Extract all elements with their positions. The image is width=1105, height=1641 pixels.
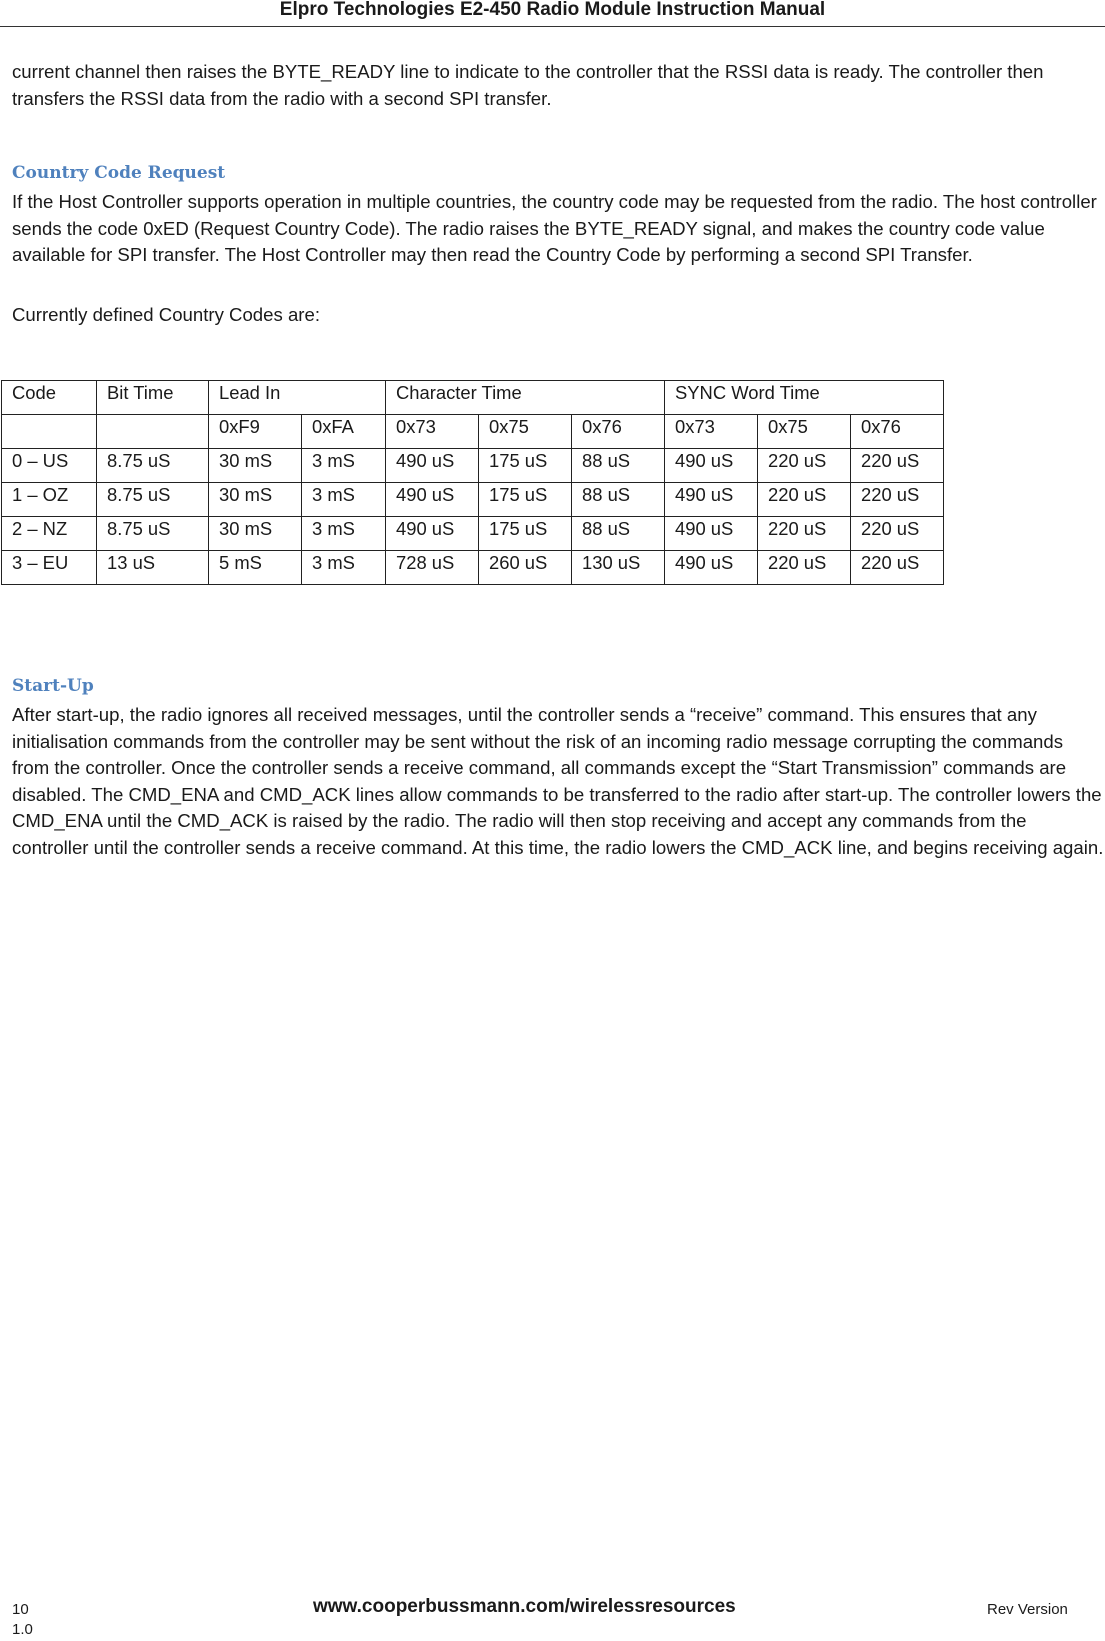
country-code-paragraph: If the Host Controller supports operation in multiple countries, the country code may be requested from the radio. The host controller sends the code 0xED (Request Country Code). The radio raises the BYTE_READY signal, and makes the country code value available for SPI transfer. The Host Controller may then read the Country Code by performing a second SPI Transfer. (12, 191, 1097, 265)
subheader-cell: 0x73 (386, 415, 479, 449)
rev-label: Rev Version (987, 1601, 1068, 1618)
table-cell: 88 uS (572, 517, 665, 551)
table-cell: 490 uS (386, 449, 479, 483)
header-bit-time: Bit Time (97, 381, 209, 415)
subheader-cell (2, 415, 97, 449)
table-cell: 220 uS (851, 449, 944, 483)
table-cell: 220 uS (851, 551, 944, 585)
table-cell: 5 mS (209, 551, 302, 585)
table-cell: 490 uS (665, 551, 758, 585)
table-cell: 30 mS (209, 449, 302, 483)
table-cell: 8.75 uS (97, 449, 209, 483)
table-row (2, 517, 944, 551)
table-cell: 8.75 uS (97, 483, 209, 517)
page-footer (0, 1596, 1105, 1641)
table-cell: 490 uS (386, 483, 479, 517)
table-cell: 220 uS (851, 517, 944, 551)
table-cell: 30 mS (209, 483, 302, 517)
page-header (0, 0, 1105, 27)
table-cell: 88 uS (572, 449, 665, 483)
table-cell: 490 uS (665, 483, 758, 517)
intro-paragraph: current channel then raises the BYTE_READY line to indicate to the controller that the RSSI data is ready. The controller then transfers the RSSI data from the radio with a second SPI transfer. (12, 61, 1044, 109)
rev-number: 1.0 (12, 1621, 33, 1638)
country-codes-intro: Currently defined Country Codes are: (12, 304, 320, 325)
subheader-cell: 0x76 (572, 415, 665, 449)
table-cell: 130 uS (572, 551, 665, 585)
startup-paragraph: After start-up, the radio ignores all received messages, until the controller sends a “receive” command. This ensures that any initialisation commands from the controller may be sent without the risk of an incoming radio message corrupting the commands from the controller. Once the controller sends a receive command, all commands except the “Start Transmission” commands are disabled. The CMD_ENA and CMD_ACK lines allow commands to be transferred to the radio after start-up. The controller lowers the CMD_ENA until the CMD_ACK is raised by the radio. The radio will then stop receiving and accept any commands from the controller until the controller sends a receive command. At this time, the radio lowers the CMD_ACK line, and begins receiving again. (12, 704, 1104, 858)
table-cell: 220 uS (758, 551, 851, 585)
country-code-table (1, 380, 944, 585)
table-row (2, 449, 944, 483)
table-cell: 88 uS (572, 483, 665, 517)
table-cell: 220 uS (758, 517, 851, 551)
table-cell: 3 mS (302, 551, 386, 585)
subheader-cell: 0xFA (302, 415, 386, 449)
header-lead-in: Lead In (209, 381, 386, 415)
table-cell: 3 mS (302, 517, 386, 551)
country-code-heading: Country Code Request (12, 163, 226, 183)
startup-heading: Start-Up (12, 676, 94, 696)
table-cell: 3 mS (302, 483, 386, 517)
subheader-cell: 0x75 (479, 415, 572, 449)
table-row (2, 551, 944, 585)
table-cell: 2 – NZ (2, 517, 97, 551)
table-cell: 728 uS (386, 551, 479, 585)
table-cell: 490 uS (665, 517, 758, 551)
table-cell: 13 uS (97, 551, 209, 585)
table-cell: 1 – OZ (2, 483, 97, 517)
table-cell: 220 uS (851, 483, 944, 517)
header-sync-word-time: SYNC Word Time (665, 381, 944, 415)
header-character-time: Character Time (386, 381, 665, 415)
table-cell: 220 uS (758, 449, 851, 483)
table-row (2, 483, 944, 517)
table-subheader-row (2, 415, 944, 449)
table-cell: 220 uS (758, 483, 851, 517)
table-cell: 3 – EU (2, 551, 97, 585)
table-cell: 175 uS (479, 517, 572, 551)
subheader-cell: 0xF9 (209, 415, 302, 449)
page-number: 10 (12, 1601, 29, 1618)
table-cell: 260 uS (479, 551, 572, 585)
subheader-cell: 0x73 (665, 415, 758, 449)
table-cell: 30 mS (209, 517, 302, 551)
header-code: Code (2, 381, 97, 415)
subheader-cell: 0x75 (758, 415, 851, 449)
table-cell: 0 – US (2, 449, 97, 483)
table-cell: 3 mS (302, 449, 386, 483)
subheader-cell: 0x76 (851, 415, 944, 449)
table-cell: 490 uS (665, 449, 758, 483)
table-header-row (2, 381, 944, 415)
table-cell: 175 uS (479, 483, 572, 517)
table-cell: 490 uS (386, 517, 479, 551)
subheader-cell (97, 415, 209, 449)
manual-title: Elpro Technologies E2-450 Radio Module Instruction Manual (279, 0, 826, 20)
table-cell: 8.75 uS (97, 517, 209, 551)
table-cell: 175 uS (479, 449, 572, 483)
footer-url: www.cooperbussmann.com/wirelessresources (313, 1596, 736, 1617)
